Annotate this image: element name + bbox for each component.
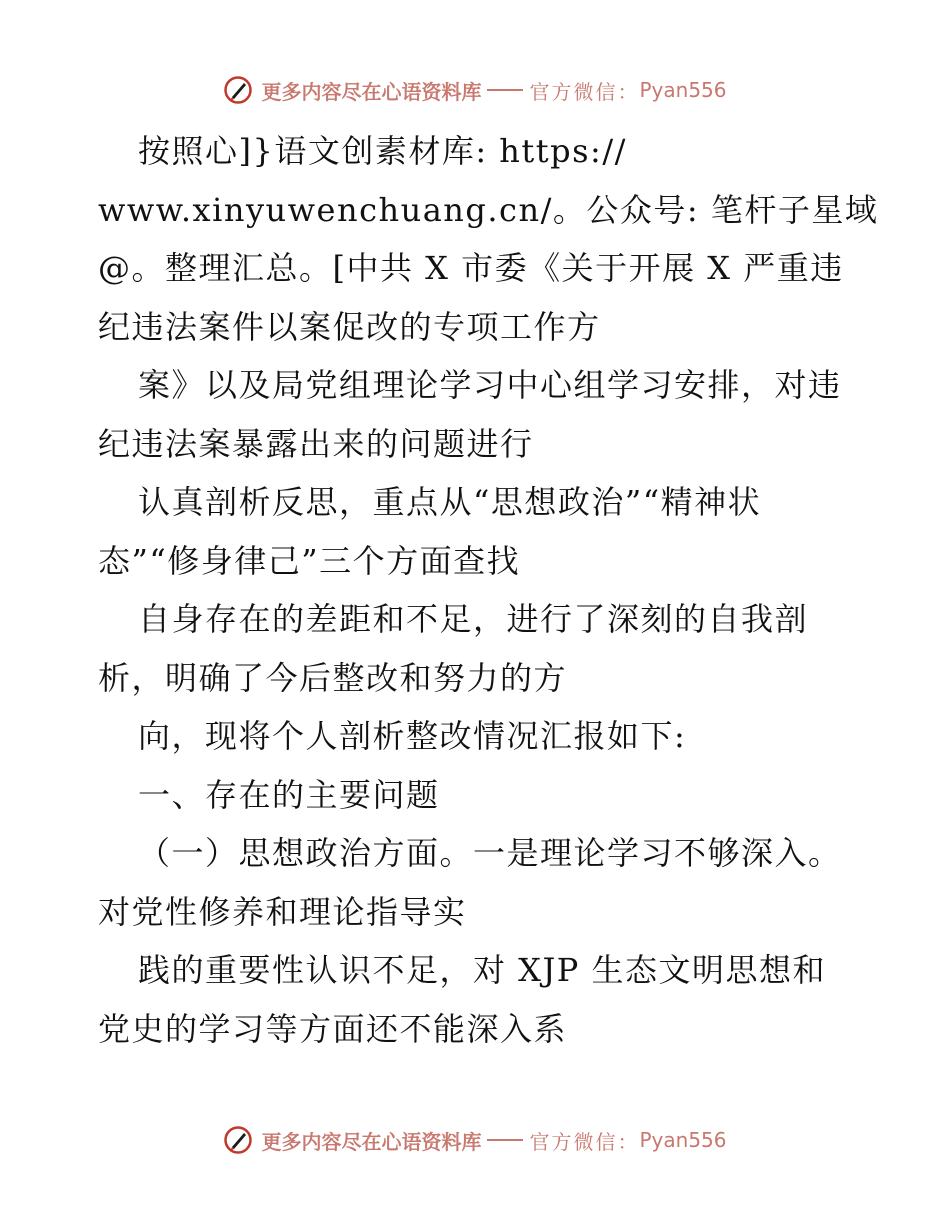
text-line: 案》以及局党组理论学习中心组学习安排，对违	[138, 366, 842, 404]
section-heading: 一、存在的主要问题	[138, 775, 440, 814]
quill-logo-icon	[223, 1125, 253, 1155]
text-line: 纪违法案件以案促改的专项工作方	[98, 307, 601, 346]
text-line: 按照心]}语文创素材库: https://	[138, 132, 627, 170]
text-line: www.xinyuwenchuang.cn/。公众号: 笔杆子星域	[98, 190, 879, 229]
banner-wechat-id: Pyan556	[639, 78, 727, 102]
text-line: （一）思想政治方面。一是理论学习不够深入。	[138, 834, 842, 872]
text-line: 析，明确了今后整改和努力的方	[98, 658, 568, 697]
text-line: 认真剖析反思，重点从“思想政治”“精神状	[138, 483, 762, 521]
footer-banner	[0, 1120, 950, 1160]
banner-slogan: 更多内容尽在心语资料库	[261, 79, 482, 104]
document-body	[98, 122, 879, 1058]
quill-logo-icon	[223, 75, 253, 105]
banner-slogan: 更多内容尽在心语资料库	[261, 1129, 482, 1154]
banner-dash	[487, 1139, 523, 1141]
text-line: 向，现将个人剖析整改情况汇报如下:	[138, 717, 687, 755]
text-line: 践的重要性认识不足，对 XJP 生态文明思想和	[138, 951, 826, 989]
banner-dash	[487, 89, 523, 91]
text-line: 党史的学习等方面还不能深入系	[98, 1009, 568, 1048]
banner-wechat-id: Pyan556	[639, 1128, 727, 1152]
text-line: 纪违法案暴露出来的问题进行	[98, 424, 534, 463]
text-line: @。整理汇总。[中共 X 市委《关于开展 X 严重违	[98, 249, 844, 287]
text-line: 态”“修身律己”三个方面查找	[98, 541, 521, 580]
text-line: 对党性修养和理论指导实	[98, 892, 467, 931]
text-line: 自身存在的差距和不足，进行了深刻的自我剖	[138, 600, 809, 638]
header-banner	[0, 70, 950, 110]
banner-official-label: 官方微信：	[529, 79, 640, 104]
banner-official-label: 官方微信：	[529, 1129, 640, 1154]
